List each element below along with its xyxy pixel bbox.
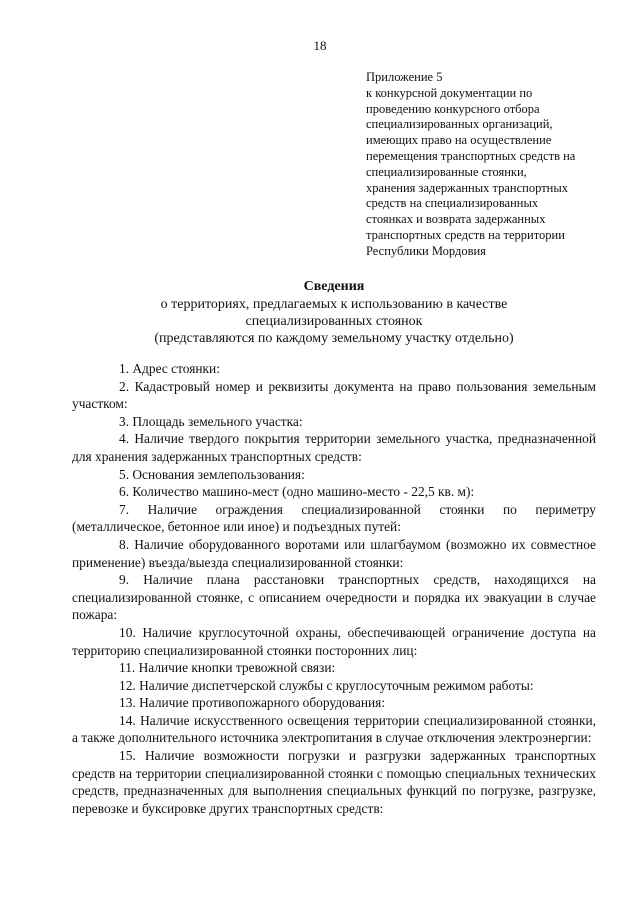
document-title-block — [70, 278, 598, 347]
list-item: 15. Наличие возможности погрузки и разгрузки задержанных транспортных средств на территории специализированной стоянки с помощью специальных технических средств, предназначенных для выполнения специальных функций по погрузке, разгрузке, перевозке и буксировке других транспортных средств: — [72, 748, 596, 816]
appendix-line: Республики Мордовия — [366, 243, 486, 258]
list-item: 2. Кадастровый номер и реквизиты документа на право пользования земельным участком: — [72, 378, 596, 412]
list-item: 9. Наличие плана расстановки транспортных средств, находящихся на специализированной стоянке, с описанием очередности и порядка их эвакуации в случае пожара: — [72, 572, 596, 623]
list-item: 3. Площадь земельного участка: — [119, 413, 303, 429]
list-item: 12. Наличие диспетчерской службы с круглосуточным режимом работы: — [119, 677, 534, 693]
list-item: 1. Адрес стоянки: — [119, 361, 220, 376]
page-number: 18 — [313, 38, 327, 53]
appendix-line: проведению конкурсного отбора — [366, 101, 540, 116]
list-item: 10. Наличие круглосуточной охраны, обеспечивающей ограничение доступа на территорию специализированной стоянки посторонних лиц: — [72, 624, 596, 658]
appendix-note — [366, 70, 628, 260]
appendix-line: к конкурсной документации по — [366, 85, 533, 100]
document-heading: Сведения — [303, 279, 365, 294]
appendix-line: перемещения транспортных средств на — [366, 148, 576, 163]
document-subtitle: специализированных стоянок — [245, 314, 423, 329]
appendix-line: имеющих право на осуществление — [366, 133, 552, 148]
list-item: 6. Количество машино-мест (одно машино-место - 22,5 кв. м): — [119, 484, 475, 500]
appendix-line: транспортных средств на территории — [366, 227, 565, 242]
appendix-line: хранения задержанных транспортных — [366, 180, 568, 195]
appendix-line: стоянках и возврата задержанных — [366, 212, 546, 227]
list-item: 5. Основания землепользования: — [119, 466, 305, 482]
appendix-line: специализированных организаций, — [366, 117, 553, 132]
list-item: 8. Наличие оборудованного воротами или шлагбаумом (возможно их совместное применение) въезда/выезда специализированной стоянки: — [72, 536, 596, 570]
items-list — [72, 360, 596, 817]
list-item: 13. Наличие противопожарного оборудования: — [119, 695, 386, 711]
list-item: 14. Наличие искусственного освещения территории специализированной стоянки, а также дополнительного источника электропитания в случае отключения электроэнергии: — [72, 712, 596, 746]
document-subtitle: о территориях, предлагаемых к использованию в качестве — [160, 297, 508, 312]
appendix-line: средств на специализированных — [366, 196, 539, 211]
list-item: 4. Наличие твердого покрытия территории земельного участка, предназначенной для хранения задержанных транспортных средств: — [72, 431, 596, 464]
document-subtitle-note: (представляются по каждому земельному участку отдельно) — [154, 331, 514, 346]
list-item: 11. Наличие кнопки тревожной связи: — [119, 660, 336, 676]
list-item: 7. Наличие ограждения специализированной стоянки по периметру (металлическое, бетонное или иное) и подъездных путей: — [72, 501, 596, 535]
appendix-line: Приложение 5 — [366, 70, 443, 84]
appendix-line: специализированные стоянки, — [366, 164, 527, 179]
